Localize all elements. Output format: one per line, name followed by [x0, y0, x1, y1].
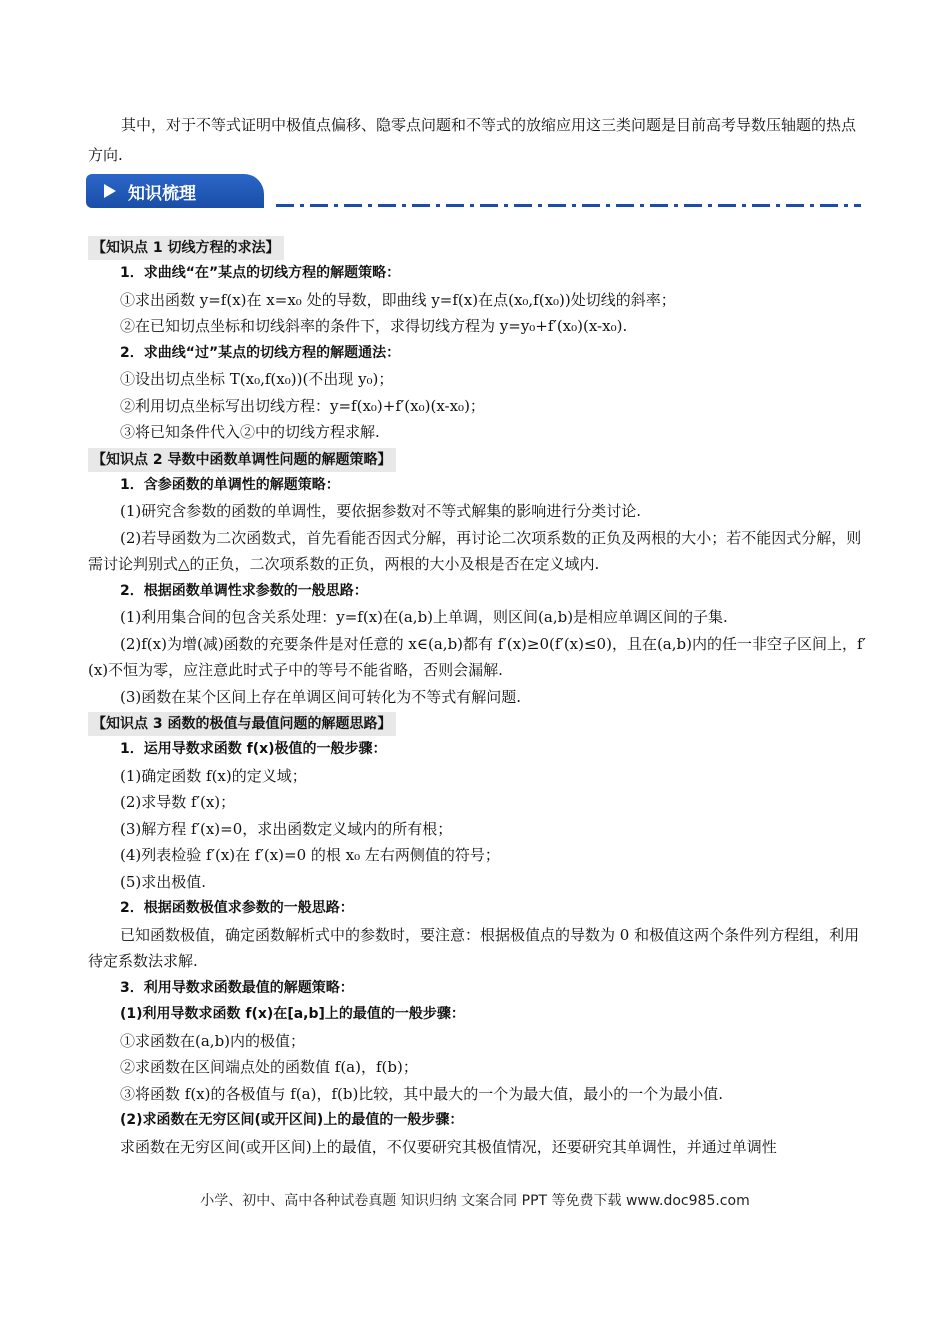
body-line: 求函数在无穷区间(或开区间)上的最值，不仅要研究其极值情况，还要研究其单调性，并通过单调性 — [120, 1137, 777, 1156]
intro-text: 其中，对于不等式证明中极值点偏移、隐零点问题和不等式的放缩应用这三类问题是目前高考导数压轴题的热点方向. — [88, 116, 857, 164]
footer-text: 小学、初中、高中各种试卷真题 知识归纳 文案合同 PPT 等免费下载 www.doc985.com — [200, 1193, 750, 1209]
banner-tab — [86, 174, 264, 208]
body-line: (5)求出极值. — [120, 872, 207, 891]
subheading: 1．运用导数求函数 f(x)极值的一般步骤： — [120, 741, 387, 757]
play-triangle-icon — [104, 184, 116, 198]
knowledge-section — [88, 710, 866, 1160]
section-banner — [86, 174, 876, 214]
section-heading: 【知识点 1 切线方程的求法】 — [88, 236, 284, 260]
body-line: (2)f(x)为增(减)函数的充要条件是对任意的 x∈(a,b)都有 f′(x)≥0(f′(x)≤0)，且在(a,b)内的任一非空子区间上，f′(x)不恒为零，应注意此时式子中的等号不能省略，否则会漏解. — [88, 634, 866, 679]
intro-paragraph — [88, 110, 868, 170]
subheading: 2．求曲线“过”某点的切线方程的解题通法： — [120, 344, 401, 361]
body-line: ②求函数在区间端点处的函数值 f(a)，f(b)； — [120, 1058, 418, 1076]
subheading: 2．根据函数极值求参数的一般思路： — [120, 900, 354, 916]
subheading: 2．根据函数单调性求参数的一般思路： — [120, 582, 368, 599]
section-heading: 【知识点 2 导数中函数单调性问题的解题策略】 — [88, 448, 396, 472]
knowledge-section — [88, 446, 866, 711]
body-line: ③将函数 f(x)的各极值与 f(a)，f(b)比较，其中最大的一个为最大值，最小的一个为最小值. — [120, 1084, 724, 1103]
body-line: (1)利用集合间的包含关系处理：y=f(x)在(a,b)上单调，则区间(a,b)是相应单调区间的子集. — [120, 608, 728, 626]
banner-title: 知识梳理 — [128, 183, 196, 204]
subheading: (1)利用导数求函数 f(x)在[a,b]上的最值的一般步骤： — [120, 1006, 465, 1022]
body-line: (2)求导数 f′(x)； — [120, 793, 236, 811]
body-line: ②在已知切点坐标和切线斜率的条件下，求得切线方程为 y=y₀+f′(x₀)(x-x₀). — [120, 317, 628, 335]
subheading: (2)求函数在无穷区间(或开区间)上的最值的一般步骤： — [120, 1112, 464, 1128]
knowledge-content — [88, 234, 866, 1160]
body-line: (2)若导函数为二次函数式，首先看能否因式分解，再讨论二次项系数的正负及两根的大小；若不能因式分解，则需讨论判别式△的正负，二次项系数的正负，两根的大小及根是否在定义域内. — [88, 528, 862, 573]
body-line: (4)列表检验 f′(x)在 f′(x)=0 的根 x₀ 左右两侧值的符号； — [120, 846, 500, 864]
body-line: ②利用切点坐标写出切线方程：y=f(x₀)+f′(x₀)(x-x₀)； — [120, 396, 485, 415]
subheading: 1．求曲线“在”某点的切线方程的解题策略： — [120, 265, 401, 281]
body-line: ①设出切点坐标 T(x₀,f(x₀))(不出现 y₀)； — [120, 370, 394, 388]
body-line: ③将已知条件代入②中的切线方程求解. — [120, 423, 380, 441]
body-line: 已知函数极值，确定函数解析式中的参数时，要注意：根据极值点的导数为 0 和极值这两个条件列方程组，利用待定系数法求解. — [88, 925, 860, 970]
body-line: ①求函数在(a,b)内的极值； — [120, 1031, 306, 1050]
subheading: 1．含参函数的单调性的解题策略： — [120, 476, 340, 493]
body-line: (3)解方程 f′(x)=0，求出函数定义域内的所有根； — [120, 819, 453, 838]
body-line: (1)确定函数 f(x)的定义域； — [120, 766, 307, 785]
banner-dashed-line — [276, 204, 861, 207]
section-heading: 【知识点 3 函数的极值与最值问题的解题思路】 — [88, 712, 396, 736]
knowledge-section — [88, 234, 866, 446]
body-line: ①求出函数 y=f(x)在 x=x₀ 处的导数，即曲线 y=f(x)在点(x₀,f(x₀))处切线的斜率； — [120, 290, 676, 309]
body-line: (3)函数在某个区间上存在单调区间可转化为不等式有解问题. — [120, 687, 522, 706]
body-line: (1)研究含参数的函数的单调性，要依据参数对不等式解集的影响进行分类讨论. — [120, 502, 642, 520]
subheading: 3．利用导数求函数最值的解题策略： — [120, 979, 354, 996]
